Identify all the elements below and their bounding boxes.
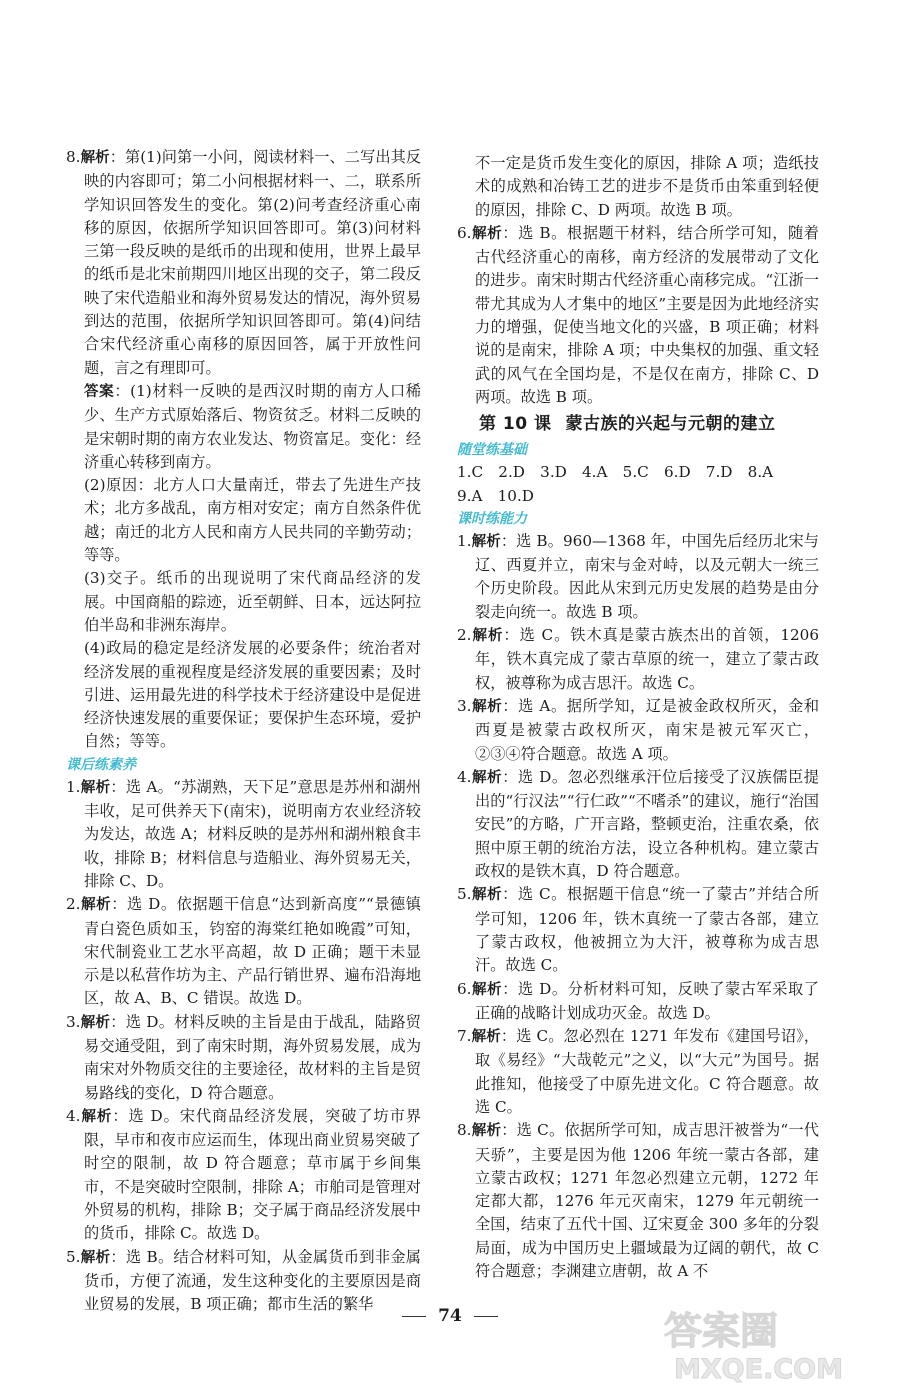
jiexi-label: 解析 [471,887,503,904]
list-item [66,1105,421,1246]
watermark-url: MXQE.COM [674,1354,843,1384]
list-item [457,1025,819,1119]
jiexi-label: 解析 [80,779,111,796]
answer-8-daan-3: (3)交子。纸币的出现说明了宋代商品经济的发展。中国商船的踪迹，近至朝鲜、日本，远达阿拉伯半岛和非洲东海岸。 [84,569,421,634]
section-heading-suitang: 随堂练基础 [457,442,527,459]
jiexi-text: ：选 C。依据所学可知，成吉思汗被誉为“一代天骄”，主要是因为他 1206 年统一蒙古各部，建立蒙古政权；1271 年忽必烈建立元朝，1272 年定都大都，1276 年元灭南宋，1279 年元朝统一全国，结束了五代十国、辽宋夏金 300 多年的分裂局面，成为中国历史上疆域最为辽阔的朝代，故 C 符合题意；李渊建立唐朝，故 A 不 [475,1121,819,1281]
jiexi-label: 解析 [471,533,501,550]
jiexi-text: ：选 D。分析材料可知，反映了蒙古军采取了正确的战略计划成功灭金。故选 D。 [475,979,819,1022]
jiexi-text: ：选 C。铁木真是蒙古族杰出的首领，1206 年，铁木真完成了蒙古草原的统一，建立了蒙古政权，被尊称为成吉思汗。故选 C。 [475,626,819,692]
jiexi-label: 解析 [80,897,112,914]
question-number: 3. [457,696,472,715]
jiexi-text: ：选 D。材料反映的主旨是由于战乱，陆路贸易交通受阻，到了南宋时期，海外贸易发展，成为南宋对外物质交往的主要途径，故材料的主旨是贸易路线的变化，D 符合题意。 [84,1012,421,1102]
right-dash [474,1316,498,1317]
question-number: 5. [66,1247,81,1266]
question-number: 2. [66,895,81,914]
answer-key-line-1: 1.C 2.D 3.D 4.A 5.C 6.D 7.D 8.A [457,463,774,482]
watermark-title: 答案圈 [664,1309,779,1353]
left-dash [402,1316,426,1317]
question-number: 6. [457,979,472,998]
list-item [457,1119,819,1283]
lesson-heading [479,409,819,439]
jiexi-text: ：选 D。宋代商品经济发展，突破了坊市界限，早市和夜市应运而生，体现出商业贸易突破了时空的限制，故 D 符合题意；草市属于乡间集市，不是突破时空限制，排除 A；市舶司是管理对外贸易的机构，排除 B；交子属于商品经济发展中的货币，排除 C。故选 D。 [84,1106,422,1243]
question-number: 1. [66,777,81,796]
lesson-number: 第 10 课 [479,414,552,435]
answer-8 [66,146,421,380]
jiexi-text: ：选 A。“苏湖熟，天下足”意思是苏州和湖州丰收，足可供养天下(南宋)，说明南方农业经济较为发达，故选 A；材料反映的是苏州和湖州粮食丰收，排除 B；材料信息与造船业、海外贸易无关，排除 C、D。 [84,777,422,890]
jiexi-label: 解析 [80,150,110,166]
jiexi-text: ：选 C。忽必烈在 1271 年发布《建国号诏》，取《易经》“大哉乾元”之义，以“大元”为国号。据此推知，他接受了中原先进文化。C 符合题意。故选 C。 [475,1027,820,1116]
list-item [66,893,421,1010]
list-item [457,695,819,766]
question-number: 7. [457,1027,472,1046]
lesson-title: 蒙古族的兴起与元朝的建立 [565,414,776,435]
list-item [457,624,819,695]
jiexi-text: ：第(1)问第一小问，阅读材料一、二写出其反映的内容即可；第二小问根据材料一、二，联系所学知识回答发生的变化。第(2)问考查经济重心南移的原因，依据所学知识回答即可。第(3)问材料三第一段反映的是纸币的出现和使用，世界上最早的纸币是北宋前期四川地区出现的交子，第二段反映了宋代造船业和海外贸易发达的情况，海外贸易到达的范围，依据所学知识回答即可。第(4)问结合宋代经济重心南移的原因回答，属于开放性问题，言之有理即可。 [84,148,422,377]
jiexi-text: ：选 B。960—1368 年，中国先后经历北宋与辽、西夏并立，南宋与金对峙，以及元朝大一统三个历史阶段。因此从宋到元历史发展的趋势是由分裂走向统一。故选 B 项。 [475,531,819,621]
jiexi-label: 解析 [80,1014,111,1031]
left-column [66,146,421,1317]
daan-text: ：(1)材料一反映的是西汉时期的南方人口稀少、生产方式原始落后、物资贫乏。材料二反映的是宋朝时期的南方农业发达、物资富足。变化：经济重心转移到南方。 [84,381,421,471]
page-number-text: 74 [438,1306,462,1326]
section-heading-keshi: 课时练能力 [457,510,527,527]
jiexi-label: 解析 [471,225,503,242]
jiexi-label: 解析 [471,1029,501,1046]
jiexi-label: 解析 [80,1249,111,1266]
list-item [457,766,819,883]
list-item [457,530,819,624]
answer-8-daan-4: (4)政局的稳定是经济发展的必要条件；统治者对经济发展的重视程度是经济发展的重要因素；及时引进、运用最先进的科学技术于经济建设中是促进经济快速发展的重要保证；要保护生态环境，爱护自然；等等。 [84,639,421,751]
question-number: 3. [66,1012,81,1031]
jiexi-text: ：选 A。据所学知，辽是被金政权所灭，金和西夏是被蒙古政权所灭，南宋是被元军灭亡，②③④符合题意。故选 A 项。 [475,696,820,763]
jiexi-text: ：选 D。依据题干信息“达到新高度”“景德镇青白瓷色质如玉，钧窑的海棠红艳如晚霞”可知，宋代制瓷业工艺水平高超，故 D 正确；题干未显示是以私营作坊为主、产品行销世界、遍布沿海地区，故 A、B、C 错误。故选 D。 [84,895,421,1008]
section-heading-kehou: 课后练素养 [66,756,136,773]
jiexi-label: 解析 [471,698,503,715]
question-number: 4. [66,1106,81,1125]
list-item [457,978,819,1026]
list-item [66,1011,421,1105]
right-column [457,152,819,1283]
answer-8-daan-2: (2)原因：北方人口大量南迁，带去了先进生产技术；北方多战乱，南方相对安定；南方自然条件优越；南迁的北方人民和南方人民共同的辛勤劳动；等等。 [84,476,421,565]
question-number: 8. [66,148,81,166]
jiexi-label: 解析 [471,769,503,786]
list-item [457,222,819,409]
question-number: 1. [457,531,472,550]
question-number: 5. [457,885,472,904]
jiexi-label: 解析 [471,981,503,998]
list-item [66,776,421,893]
answer-key-line-2: 9.A 10.D [457,486,534,505]
watermark-logo [656,1300,886,1384]
jiexi-label: 解析 [80,1108,113,1125]
daan-label: 答案 [84,383,115,400]
jiexi-text: ：选 D。忽必烈继承汗位后接受了汉族儒臣提出的“行汉法”“行仁政”“不嗜杀”的建议，施行“治国安民”的方略，广开言路，整顿吏治，注重农桑，依照中原王朝的统治方法，设立各种机构。建立蒙古政权的是铁木真，D 符合题意。 [475,767,819,881]
jiexi-label: 解析 [471,628,504,645]
jiexi-label: 解析 [471,1123,502,1140]
answer-5-continued: 不一定是货币发生变化的原因，排除 A 项；造纸技术的成熟和冶铸工艺的进步不是货币由笨重到轻便的原因，排除 C、D 两项。故选 B 项。 [475,154,819,219]
list-item [457,883,819,977]
jiexi-text: ：选 B。根据题干材料，结合所学可知，随着古代经济重心的南移，南方经济的发展带动了文化的进步。南宋时期古代经济重心南移完成。“江浙一带尤其成为人才集中的地区”主要是因为此地经济实力的增强，促使当地文化的兴盛，B 项正确；材料说的是南宋，排除 A 项；中央集权的加强、重文轻武的风气在全国均是，不是仅在南方，排除 C、D 两项。故选 B 项。 [475,223,819,406]
jiexi-text: ：选 C。根据题干信息“统一了蒙古”并结合所学可知，1206 年，铁木真统一了蒙古各部，建立了蒙古政权，他被拥立为大汗，被尊称为成吉思汗。故选 C。 [475,885,820,975]
question-number: 4. [457,767,472,786]
question-number: 6. [457,223,472,242]
jiexi-text: ：选 B。结合材料可知，从金属货币到非金属货币，方便了流通，发生这种变化的主要原因是商业贸易的发展，B 项正确；都市生活的繁华 [84,1247,421,1314]
answer-8-daan-1 [66,380,421,474]
question-number: 8. [457,1121,472,1140]
question-number: 2. [457,626,472,645]
